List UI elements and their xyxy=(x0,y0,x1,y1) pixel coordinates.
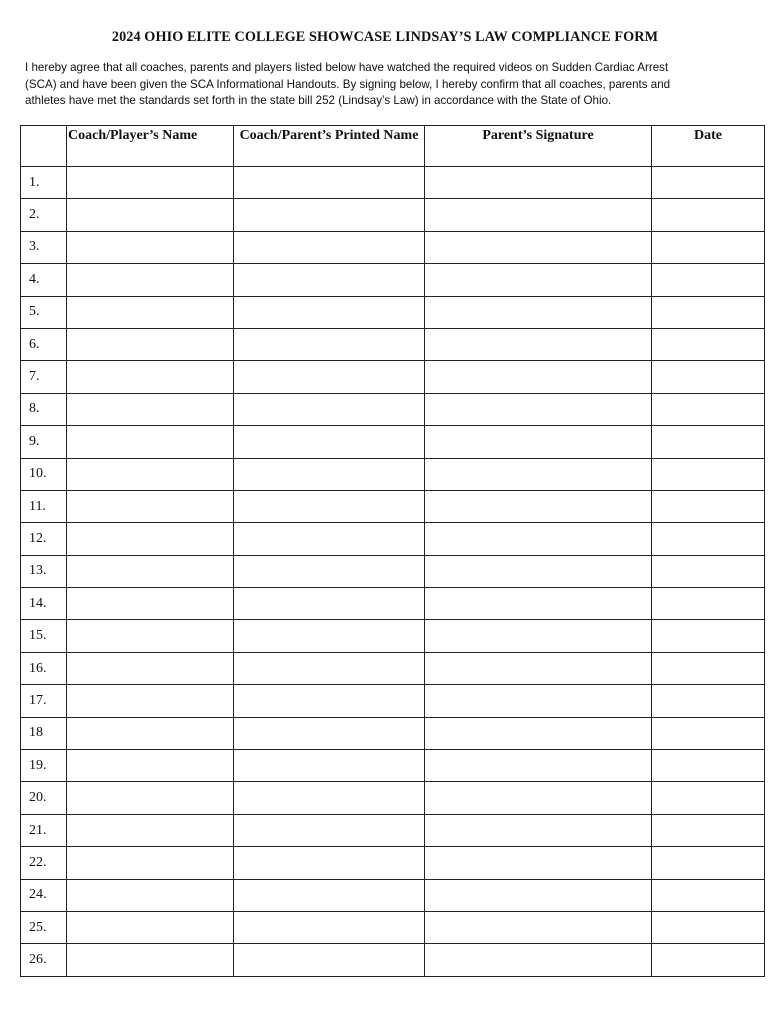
printed-name-cell[interactable] xyxy=(234,750,425,782)
signature-cell[interactable] xyxy=(425,911,652,943)
date-cell[interactable] xyxy=(652,847,765,879)
date-cell[interactable] xyxy=(652,361,765,393)
printed-name-cell[interactable] xyxy=(234,490,425,522)
name-cell[interactable] xyxy=(67,750,234,782)
name-cell[interactable] xyxy=(67,490,234,522)
row-number: 6. xyxy=(21,328,67,360)
header-date: Date xyxy=(652,126,765,167)
table-row xyxy=(21,879,765,911)
date-cell[interactable] xyxy=(652,328,765,360)
date-cell[interactable] xyxy=(652,911,765,943)
signature-cell[interactable] xyxy=(425,426,652,458)
row-number: 20. xyxy=(21,782,67,814)
row-number: 8. xyxy=(21,393,67,425)
name-cell[interactable] xyxy=(67,167,234,199)
name-cell[interactable] xyxy=(67,814,234,846)
row-number: 2. xyxy=(21,199,67,231)
signature-cell[interactable] xyxy=(425,620,652,652)
date-cell[interactable] xyxy=(652,652,765,684)
signature-cell[interactable] xyxy=(425,879,652,911)
header-printed-name: Coach/Parent’s Printed Name xyxy=(234,126,425,167)
printed-name-cell[interactable] xyxy=(234,685,425,717)
table-row xyxy=(21,814,765,846)
table-row xyxy=(21,717,765,749)
table-row xyxy=(21,296,765,328)
row-number: 1. xyxy=(21,167,67,199)
date-cell[interactable] xyxy=(652,782,765,814)
row-number: 13. xyxy=(21,555,67,587)
table-row xyxy=(21,588,765,620)
signature-cell[interactable] xyxy=(425,167,652,199)
signature-cell[interactable] xyxy=(425,717,652,749)
name-cell[interactable] xyxy=(67,879,234,911)
row-number: 5. xyxy=(21,296,67,328)
table-row xyxy=(21,167,765,199)
printed-name-cell[interactable] xyxy=(234,231,425,263)
table-row xyxy=(21,264,765,296)
header-coach-player-name: Coach/Player’s Name xyxy=(67,126,234,167)
table-row xyxy=(21,328,765,360)
signature-cell[interactable] xyxy=(425,588,652,620)
date-cell[interactable] xyxy=(652,231,765,263)
date-cell[interactable] xyxy=(652,685,765,717)
consent-line: I hereby agree that all coaches, parents and players listed below have watched the required videos on Sudden Cardiac Arrest xyxy=(25,61,669,74)
name-cell[interactable] xyxy=(67,911,234,943)
row-number: 21. xyxy=(21,814,67,846)
date-cell[interactable] xyxy=(652,555,765,587)
table-row xyxy=(21,555,765,587)
date-cell[interactable] xyxy=(652,426,765,458)
header-parent-signature: Parent’s Signature xyxy=(425,126,652,167)
printed-name-cell[interactable] xyxy=(234,199,425,231)
row-number: 10. xyxy=(21,458,67,490)
row-number: 15. xyxy=(21,620,67,652)
table-row xyxy=(21,782,765,814)
signature-cell[interactable] xyxy=(425,199,652,231)
name-cell[interactable] xyxy=(67,199,234,231)
signature-cell[interactable] xyxy=(425,847,652,879)
row-number: 9. xyxy=(21,426,67,458)
name-cell[interactable] xyxy=(67,620,234,652)
table-row xyxy=(21,620,765,652)
name-cell[interactable] xyxy=(67,555,234,587)
name-cell[interactable] xyxy=(67,685,234,717)
signature-cell[interactable] xyxy=(425,944,652,976)
name-cell[interactable] xyxy=(67,847,234,879)
printed-name-cell[interactable] xyxy=(234,264,425,296)
table-body xyxy=(21,167,765,977)
name-cell[interactable] xyxy=(67,717,234,749)
name-cell[interactable] xyxy=(67,944,234,976)
printed-name-cell[interactable] xyxy=(234,620,425,652)
header-number xyxy=(21,126,67,167)
date-cell[interactable] xyxy=(652,588,765,620)
printed-name-cell[interactable] xyxy=(234,523,425,555)
signature-cell[interactable] xyxy=(425,523,652,555)
date-cell[interactable] xyxy=(652,264,765,296)
signature-cell[interactable] xyxy=(425,393,652,425)
printed-name-cell[interactable] xyxy=(234,555,425,587)
printed-name-cell[interactable] xyxy=(234,652,425,684)
printed-name-cell[interactable] xyxy=(234,393,425,425)
date-cell[interactable] xyxy=(652,393,765,425)
signature-table xyxy=(20,125,765,977)
date-cell[interactable] xyxy=(652,490,765,522)
printed-name-cell[interactable] xyxy=(234,361,425,393)
signature-cell[interactable] xyxy=(425,490,652,522)
signature-cell[interactable] xyxy=(425,750,652,782)
name-cell[interactable] xyxy=(67,328,234,360)
signature-cell[interactable] xyxy=(425,361,652,393)
printed-name-cell[interactable] xyxy=(234,847,425,879)
table-row xyxy=(21,847,765,879)
date-cell[interactable] xyxy=(652,879,765,911)
row-number: 12. xyxy=(21,523,67,555)
date-cell[interactable] xyxy=(652,814,765,846)
row-number: 4. xyxy=(21,264,67,296)
name-cell[interactable] xyxy=(67,231,234,263)
date-cell[interactable] xyxy=(652,620,765,652)
name-cell[interactable] xyxy=(67,264,234,296)
printed-name-cell[interactable] xyxy=(234,458,425,490)
printed-name-cell[interactable] xyxy=(234,296,425,328)
signature-cell[interactable] xyxy=(425,652,652,684)
printed-name-cell[interactable] xyxy=(234,328,425,360)
row-number: 16. xyxy=(21,652,67,684)
printed-name-cell[interactable] xyxy=(234,717,425,749)
printed-name-cell[interactable] xyxy=(234,879,425,911)
signature-cell[interactable] xyxy=(425,458,652,490)
form-title: 2024 OHIO ELITE COLLEGE SHOWCASE LINDSAY’S LAW COMPLIANCE FORM xyxy=(111,29,659,45)
row-number: 11. xyxy=(21,490,67,522)
row-number: 18 xyxy=(21,717,67,749)
printed-name-cell[interactable] xyxy=(234,426,425,458)
name-cell[interactable] xyxy=(67,652,234,684)
table-row xyxy=(21,750,765,782)
signature-cell[interactable] xyxy=(425,328,652,360)
table-row xyxy=(21,944,765,976)
table-row xyxy=(21,361,765,393)
row-number: 7. xyxy=(21,361,67,393)
table-row xyxy=(21,911,765,943)
consent-statement xyxy=(25,60,737,110)
row-number: 24. xyxy=(21,879,67,911)
row-number: 25. xyxy=(21,911,67,943)
name-cell[interactable] xyxy=(67,393,234,425)
printed-name-cell[interactable] xyxy=(234,911,425,943)
table-row xyxy=(21,652,765,684)
table-row xyxy=(21,393,765,425)
signature-cell[interactable] xyxy=(425,231,652,263)
table-row xyxy=(21,490,765,522)
table-row xyxy=(21,685,765,717)
name-cell[interactable] xyxy=(67,523,234,555)
table-row xyxy=(21,458,765,490)
signature-cell[interactable] xyxy=(425,782,652,814)
name-cell[interactable] xyxy=(67,296,234,328)
date-cell[interactable] xyxy=(652,717,765,749)
row-number: 17. xyxy=(21,685,67,717)
printed-name-cell[interactable] xyxy=(234,814,425,846)
consent-line: (SCA) and have been given the SCA Informational Handouts. By signing below, I hereby confirm that all coaches, parents and xyxy=(25,77,671,91)
row-number: 14. xyxy=(21,588,67,620)
name-cell[interactable] xyxy=(67,361,234,393)
name-cell[interactable] xyxy=(67,588,234,620)
table-row xyxy=(21,231,765,263)
signature-cell[interactable] xyxy=(425,685,652,717)
date-cell[interactable] xyxy=(652,167,765,199)
signature-cell[interactable] xyxy=(425,296,652,328)
table-row xyxy=(21,199,765,231)
name-cell[interactable] xyxy=(67,426,234,458)
date-cell[interactable] xyxy=(652,458,765,490)
printed-name-cell[interactable] xyxy=(234,588,425,620)
row-number: 22. xyxy=(21,847,67,879)
row-number: 19. xyxy=(21,750,67,782)
signature-cell[interactable] xyxy=(425,555,652,587)
name-cell[interactable] xyxy=(67,458,234,490)
table-row xyxy=(21,426,765,458)
consent-line: athletes have met the standards set forth in the state bill 252 (Lindsay’s Law) in accordance with the State of Ohio. xyxy=(25,94,612,107)
printed-name-cell[interactable] xyxy=(234,782,425,814)
date-cell[interactable] xyxy=(652,523,765,555)
date-cell[interactable] xyxy=(652,199,765,231)
row-number: 26. xyxy=(21,944,67,976)
signature-cell[interactable] xyxy=(425,814,652,846)
date-cell[interactable] xyxy=(652,750,765,782)
table-row xyxy=(21,523,765,555)
printed-name-cell[interactable] xyxy=(234,944,425,976)
printed-name-cell[interactable] xyxy=(234,167,425,199)
name-cell[interactable] xyxy=(67,782,234,814)
signature-cell[interactable] xyxy=(425,264,652,296)
date-cell[interactable] xyxy=(652,296,765,328)
row-number: 3. xyxy=(21,231,67,263)
date-cell[interactable] xyxy=(652,944,765,976)
table-header-row xyxy=(21,126,765,167)
